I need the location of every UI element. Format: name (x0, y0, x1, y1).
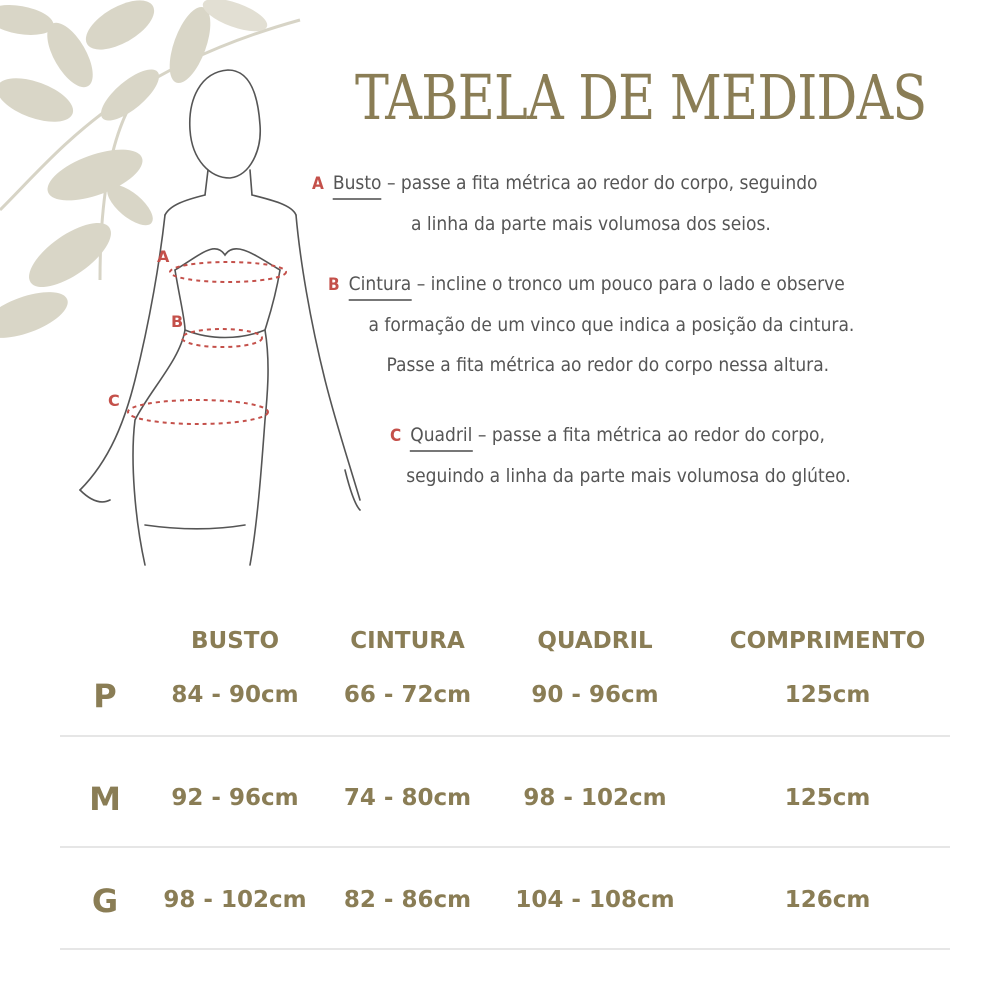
header-comprimento: COMPRIMENTO (729, 628, 926, 654)
cell-p-cintura: 66 - 72cm (343, 682, 472, 708)
size-label-p: P (93, 677, 117, 715)
header-quadril: QUADRIL (537, 628, 653, 654)
header-busto: BUSTO (190, 628, 279, 654)
guide-term-busto: Busto (333, 168, 382, 200)
guide-text-busto-2: a linha da parte mais volumosa dos seios. (411, 213, 771, 235)
guide-text-busto-1: – passe a fita métrica ao redor do corpo, seguindo (381, 172, 818, 194)
size-label-m: M (89, 780, 121, 818)
guide-letter-a: A (312, 174, 324, 194)
figure-marker-b: B (171, 312, 184, 331)
cell-m-cintura: 74 - 80cm (343, 785, 472, 811)
cell-g-comprimento: 126cm (784, 887, 871, 913)
guide-text-cintura-1: – incline o tronco um pouco para o lado e observe (411, 273, 845, 295)
guide-letter-b: B (328, 275, 340, 295)
header-cintura: CINTURA (350, 628, 465, 654)
cell-g-quadril: 104 - 108cm (515, 887, 675, 913)
page-title: TABELA DE MEDIDAS (355, 61, 927, 134)
guide-term-quadril: Quadril (410, 420, 472, 452)
figure-marker-a: A (157, 247, 170, 266)
guide-letter-c: C (390, 426, 402, 446)
guide-text-cintura-2: a formação de um vinco que indica a posição da cintura. (368, 314, 855, 336)
row-divider (60, 948, 950, 950)
row-divider (60, 735, 950, 737)
row-divider (60, 846, 950, 848)
figure-marker-c: C (108, 391, 120, 410)
cell-p-busto: 84 - 90cm (171, 682, 299, 708)
cell-p-comprimento: 125cm (784, 682, 871, 708)
cell-m-quadril: 98 - 102cm (523, 785, 667, 811)
guide-busto (312, 163, 818, 244)
cell-m-busto: 92 - 96cm (171, 785, 299, 811)
guide-text-quadril-2: seguindo a linha da parte mais volumosa do glúteo. (406, 465, 851, 487)
cell-m-comprimento: 125cm (784, 785, 871, 811)
cell-p-quadril: 90 - 96cm (531, 682, 659, 708)
cell-g-busto: 98 - 102cm (163, 887, 307, 913)
guide-text-cintura-3: Passe a fita métrica ao redor do corpo nessa altura. (386, 354, 830, 376)
guide-cintura (328, 264, 854, 385)
guide-quadril (390, 415, 851, 496)
guide-term-cintura: Cintura (349, 269, 412, 301)
cell-g-cintura: 82 - 86cm (343, 887, 472, 913)
guide-text-quadril-1: – passe a fita métrica ao redor do corpo, (472, 424, 825, 446)
size-label-g: G (91, 882, 119, 920)
